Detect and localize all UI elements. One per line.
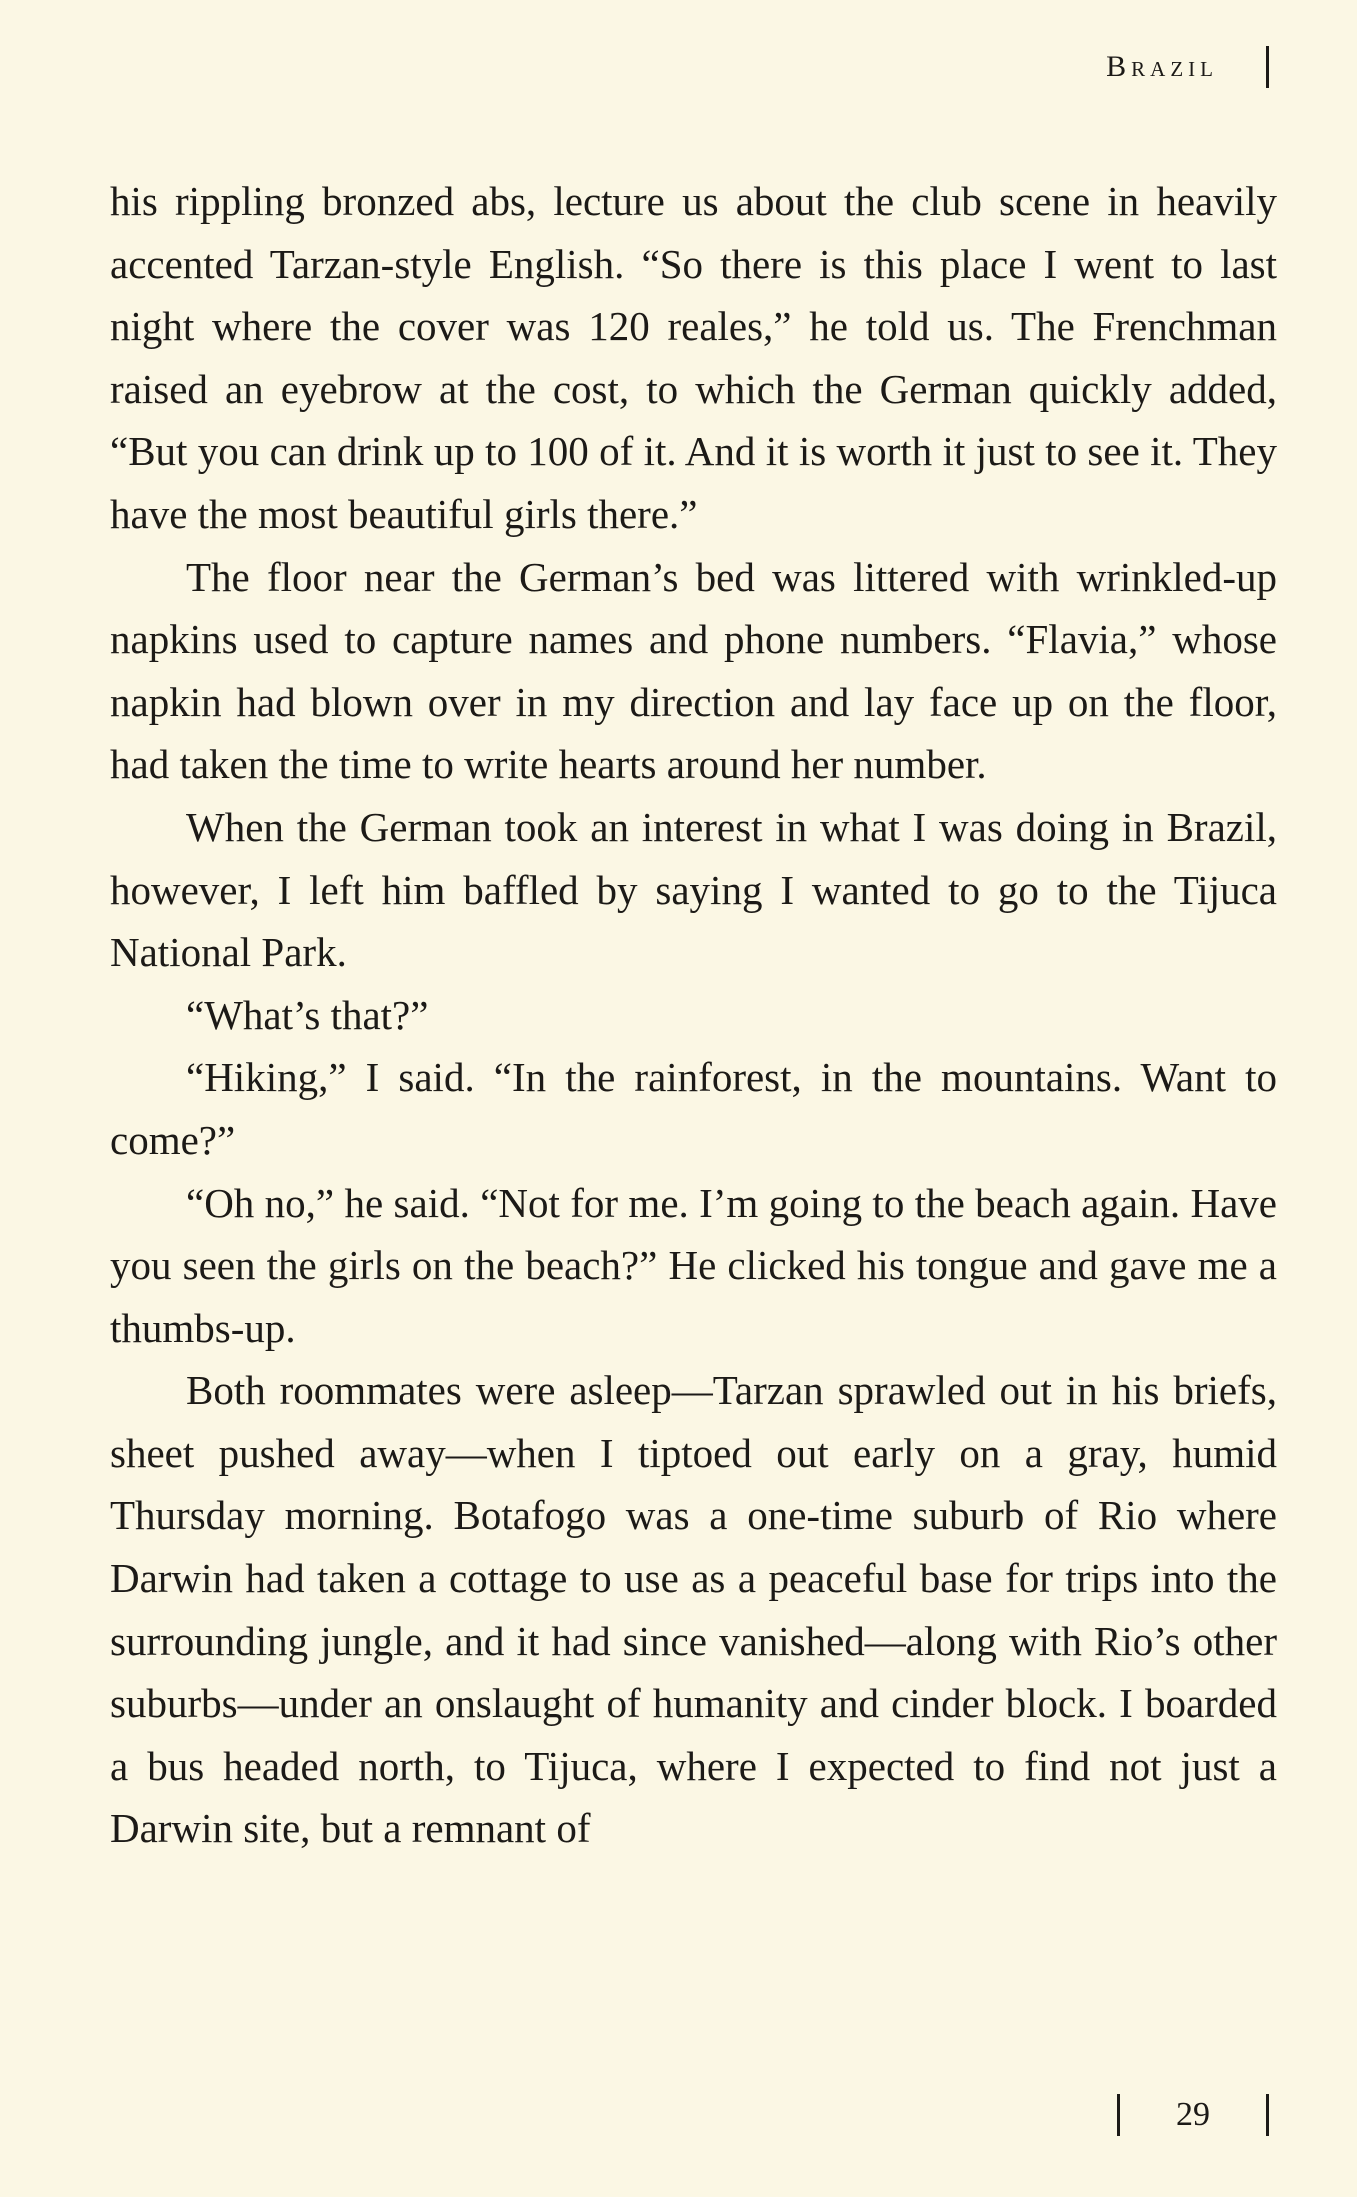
running-title: Brazil (1106, 50, 1218, 83)
header-rule (1266, 46, 1269, 88)
paragraph: The floor near the German’s bed was littered with wrinkled-up napkins used to capture names and phone numbers. “Flavia,” whose napkin had blown over in my direction and lay face up on the floor, had taken the time to write hearts around her number. (110, 553, 1277, 788)
page-footer (1117, 2094, 1269, 2136)
page-number: 29 (1176, 2096, 1210, 2133)
paragraph: Both roommates were asleep—Tarzan sprawled out in his briefs, sheet pushed away—when I tiptoed out early on a gray, humid Thursday morning. Botafogo was a one-time suburb of Rio where Darwin had taken a cottage to use as a peaceful base for trips into the surrounding jungle, and it had since vanished—along with Rio’s other suburbs—under an onslaught of humanity and cinder block. I boarded a bus headed north, to Tijuca, where I expected to find not just a Darwin site, but a remnant of (110, 1367, 1277, 1852)
body-text (110, 170, 1277, 1860)
paragraph: When the German took an interest in what I was doing in Brazil, however, I left him baffled by saying I wanted to go to the Tijuca National Park. (110, 803, 1277, 976)
running-head (1106, 46, 1269, 88)
footer-rule-left (1117, 2094, 1120, 2136)
paragraph: “Hiking,” I said. “In the rainforest, in the mountains. Want to come?” (110, 1054, 1277, 1163)
paragraph-continued: his rippling bronzed abs, lecture us about the club scene in heavily accented Tarzan-style English. “So there is this place I went to last night where the cover was 120 reales,” he told us. The Frenchman raised an eyebrow at the cost, to which the German quickly added, “But you can drink up to 100 of it. And it is worth it just to see it. They have the most beautiful girls there.” (110, 178, 1277, 537)
footer-rule-right (1266, 2094, 1269, 2136)
paragraph: “Oh no,” he said. “Not for me. I’m going to the beach again. Have you seen the girls on the beach?” He clicked his tongue and gave me a thumbs-up. (110, 1179, 1277, 1351)
paragraph: “What’s that?” (186, 991, 429, 1038)
